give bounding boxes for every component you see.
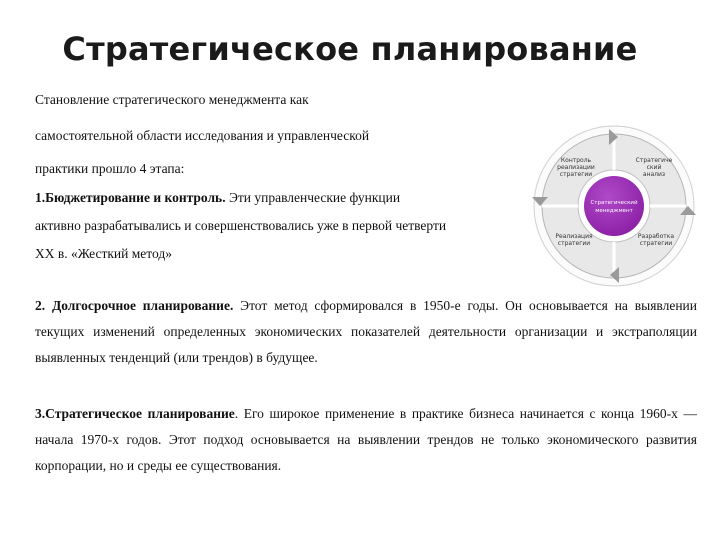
intro-line-1: Становление стратегического менеджмента как [35,92,309,107]
center-label-line-2: менеджмент [595,208,633,214]
stage-2-heading: 2. Долгосрочное планирование. [35,298,234,313]
stage-1-text-a: Эти управленческие функции [225,190,401,205]
label-bottom-right-1: Разработка [637,233,675,240]
stage-3-text: . Его широкое применение в практике бизнеса начинается с конца 1960-х — начала 1970-х годов. Этот подход основывается на выявлении трендов не только экономического развития корпорации, но и среды ее существования. [35,406,697,473]
label-top-left-3: стратегии [559,171,593,178]
label-top-right-2: ский [646,164,662,171]
label-top-right-3: анализ [642,171,666,178]
center-circle [584,176,644,236]
stage-1-line-2: активно разрабатывались и совершенствовались уже в первой четверти [35,218,447,233]
center-label-line-1: Стратегический [590,200,638,206]
stage-1-line-1 [35,190,400,206]
stage-2-text: Этот метод сформировался в 1950-е годы. Он основывается на выявлении текущих изменений определенных экономических показателей деятельности организации и экстраполяции выявленных тенденций (или трендов) в будущее. [35,298,698,365]
strategic-management-cycle-diagram [530,122,708,292]
intro-line-3: практики прошло 4 этапа: [35,161,185,176]
stage-3-heading: 3.Стратегическое планирование [35,406,235,421]
slide-title: Стратегическое планирование [62,30,638,68]
label-top-left-2: реализации [557,164,595,171]
stage-1-line-3: XX в. «Жесткий метод» [35,246,172,261]
label-top-left-1: Контроль [560,157,592,164]
label-bottom-left-2: стратегии [557,240,591,247]
stage-2-paragraph [35,293,697,371]
stage-1-heading: 1.Бюджетирование и контроль. [35,190,226,205]
label-bottom-left-1: Реализация [555,233,593,240]
label-bottom-right-2: стратегии [639,240,673,247]
intro-line-2: самостоятельной области исследования и управленческой [35,128,370,143]
label-top-right-1: Стратегиче [635,157,673,164]
stage-3-paragraph [35,401,697,479]
